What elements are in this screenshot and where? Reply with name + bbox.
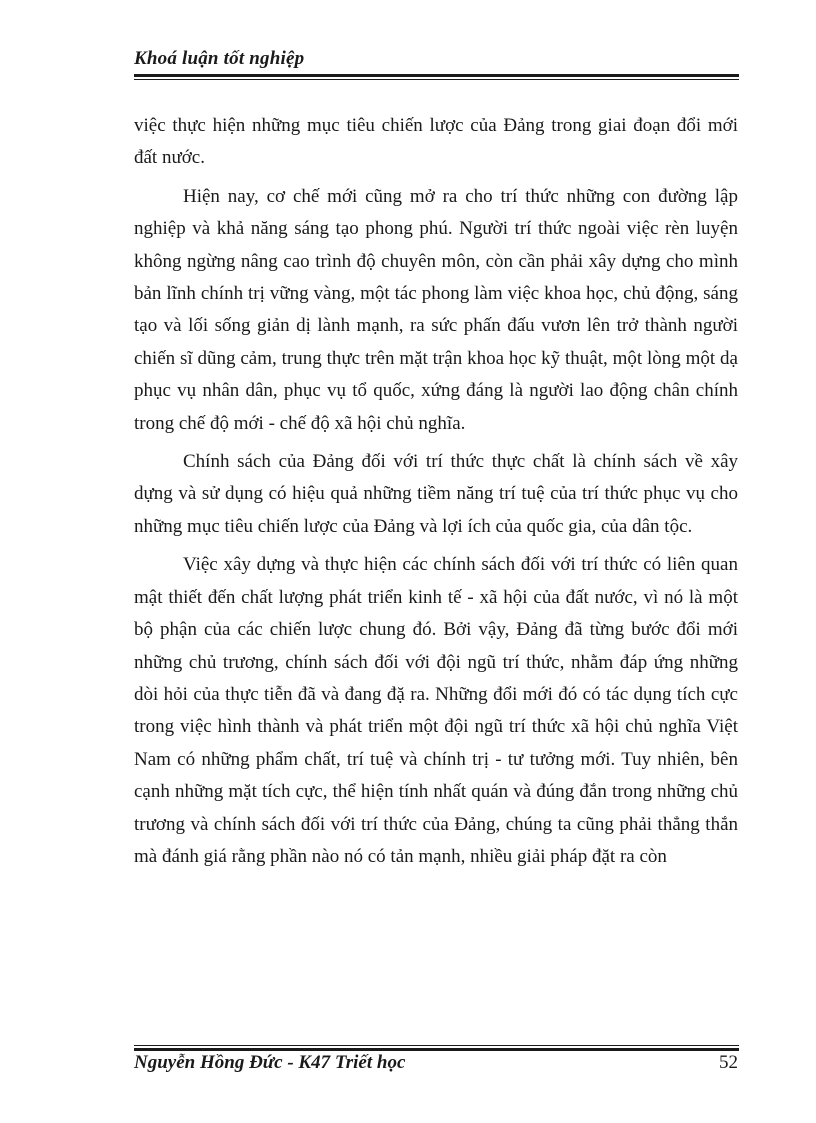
footer-author: Nguyễn Hồng Đức - K47 Triết học bbox=[134, 1052, 406, 1073]
body-text bbox=[134, 110, 738, 879]
header-rule-thin bbox=[134, 79, 739, 80]
header-rule-thick bbox=[134, 74, 739, 77]
paragraph: Hiện nay, cơ chế mới cũng mở ra cho trí thức những con đường lập nghiệp và khả năng sáng tạo phong phú. Người trí thức ngoài việc rèn luyện không ngừng nâng cao trình độ chuyên môn, còn cần phải xây dựng cho mình bản lĩnh chính trị vững vàng, một tác phong làm việc khoa học, chủ động, sáng tạo và lối sống giản dị lành mạnh, ra sức phấn đấu vươn lên trở thành người chiến sĩ dũng cảm, trung thực trên mặt trận khoa học kỹ thuật, một lòng một dạ phục vụ nhân dân, phục vụ tổ quốc, xứng đáng là người lao động chân chính trong chế độ mới - chế độ xã hội chủ nghĩa. bbox=[134, 185, 738, 434]
footer-rule-thin bbox=[134, 1045, 739, 1046]
paragraph-continuation: việc thực hiện những mục tiêu chiến lược của Đảng trong giai đoạn đổi mới đất nước. bbox=[134, 115, 738, 169]
paragraph: Việc xây dựng và thực hiện các chính sách đối với trí thức có liên quan mật thiết đến chất lượng phát triển kinh tế - xã hội của đất nước, vì nó là một bộ phận của các chiến lược chung đó. Bởi vậy, Đảng đã từng bước đổi mới những chủ trương, chính sách đối với đội ngũ trí thức, nhằm đáp ứng những dòi hỏi của thực tiễn đã và đang đặ ra. Những đổi mới đó có tác dụng tích cực trong việc hình thành và phát triển một đội ngũ trí thức xã hội chủ nghĩa Việt Nam có những phẩm chất, trí tuệ và chính trị - tư tưởng mới. Tuy nhiên, bên cạnh những mặt tích cực, thể hiện tính nhất quán và đúng đắn trong những chủ trương và chính sách đối với trí thức của Đảng, chúng ta cũng phải thẳng thắn mà đánh giá rằng phần nào nó có tản mạnh, nhiều giải pháp đặt ra còn bbox=[134, 554, 738, 867]
page-number: 52 bbox=[719, 1052, 738, 1073]
header-title: Khoá luận tốt nghiệp bbox=[134, 48, 305, 69]
footer-rule-thick bbox=[134, 1048, 739, 1051]
paragraph: Chính sách của Đảng đối với trí thức thực chất là chính sách về xây dựng và sử dụng có hiệu quả những tiềm năng trí tuệ của trí thức phục vụ cho những mục tiêu chiến lược của Đảng và lợi ích của quốc gia, của dân tộc. bbox=[134, 451, 738, 537]
